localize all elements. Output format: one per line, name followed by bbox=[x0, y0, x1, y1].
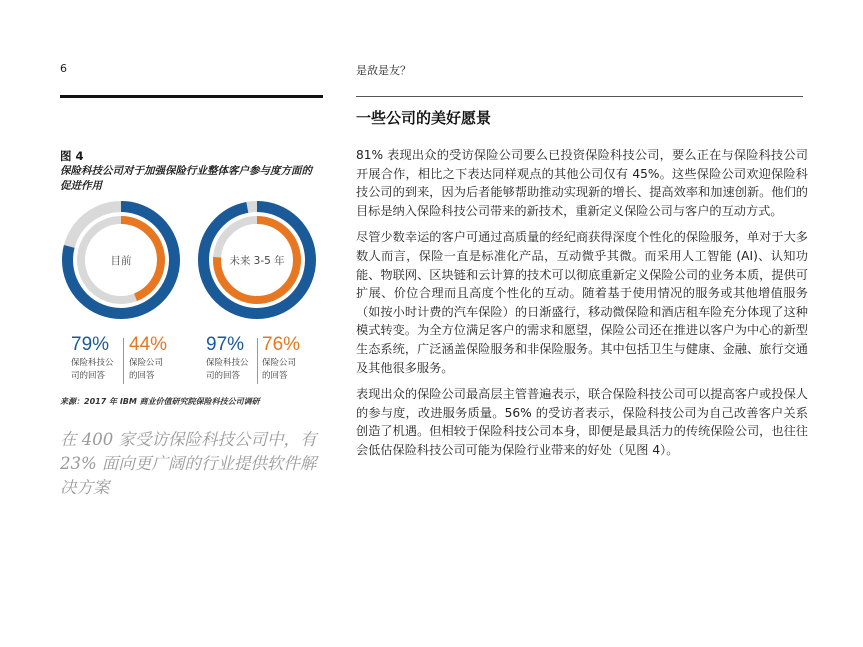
donut-label-future: 未来 3-5 年 bbox=[229, 254, 285, 267]
body-paragraph: 表现出众的保险公司最高层主管普遍表示，联合保险科技公司可以提高客户或投保人的参与度，改进服务质量。56% 的受访者表示，保险科技公司为自己改善客户关系创造了机遇。但相较于保险科技公司本身，即便是最具活力的传统保险公司，也往往会低估保险科技公司可能为保险行业带来的好处（见图 4）。 bbox=[356, 387, 808, 457]
body-paragraph: 尽管少数幸运的客户可通过高质量的经纪商获得深度个性化的保险服务，单对于大多数人而言，保险一直是标准化产品，互动微乎其微。而采用人工智能 (AI)、认知功能、物联网、区块链和云计算的技术可以彻底重新定义保险公司的业务本质，提供可扩展、价位合理而且高度个性化的互动。随着基于使用情况的服务或其他增值服务（如按小时计费的汽车保险）的日渐盛行，移动微保险和酒店租车险充分体现了这种模式转变。为全方位满足客户的需求和愿望，保险公司还在推进以客户为中心的新型生态系统，广泛涵盖保险服务和非保险服务。其中包括卫生与健康、金融、旅行交通及其他很多服务。 bbox=[356, 230, 808, 375]
stat-divider bbox=[123, 338, 124, 384]
stat-insurtech-future: 97% bbox=[206, 334, 245, 355]
figure-caption: 保险科技公司对于加强保险行业整体客户参与度方面的促进作用 bbox=[60, 165, 312, 192]
body-text bbox=[356, 146, 808, 468]
figure-label: 图 4 bbox=[60, 149, 84, 163]
donut-label-current: 目前 bbox=[110, 254, 132, 267]
right-column-rule bbox=[356, 96, 803, 97]
pull-quote: 在 400 家受访保险科技公司中，有 23% 面向更广阔的行业提供软件解决方案 bbox=[60, 430, 317, 497]
caption-insurer-future: 保险公司的回答 bbox=[262, 358, 297, 381]
caption-insurtech-future: 保险科技公司的回答 bbox=[206, 358, 249, 381]
stat-insurtech-current: 79% bbox=[71, 334, 110, 355]
section-title: 一些公司的美好愿景 bbox=[356, 109, 492, 127]
body-paragraph: 81% 表现出众的受访保险公司要么已投资保险科技公司，要么正在与保险科技公司开展合作，相比之下表达同样观点的其他公司仅有 45%。这些保险公司欢迎保险科技公司的到来，因为后者能够帮助推动实现新的增长、提高效率和加速创新。他们的目标是纳入保险科技公司带来的新技术，重新定义保险公司与客户的互动方式。 bbox=[356, 148, 808, 218]
running-title: 是敌是友？ bbox=[356, 64, 411, 77]
stat-insurer-future: 76% bbox=[262, 334, 301, 355]
donut-chart-current bbox=[61, 200, 181, 320]
stat-divider bbox=[257, 338, 258, 384]
caption-insurer-current: 保险公司的回答 bbox=[129, 358, 164, 381]
caption-insurtech-current: 保险科技公司的回答 bbox=[71, 358, 114, 381]
figure-source: 来源：2017 年 IBM 商业价值研究院保险科技公司调研 bbox=[60, 397, 260, 406]
stat-insurer-current: 44% bbox=[129, 334, 168, 355]
left-column-rule bbox=[60, 95, 323, 98]
donut-chart-future bbox=[197, 200, 317, 320]
page-number: 6 bbox=[60, 62, 67, 75]
